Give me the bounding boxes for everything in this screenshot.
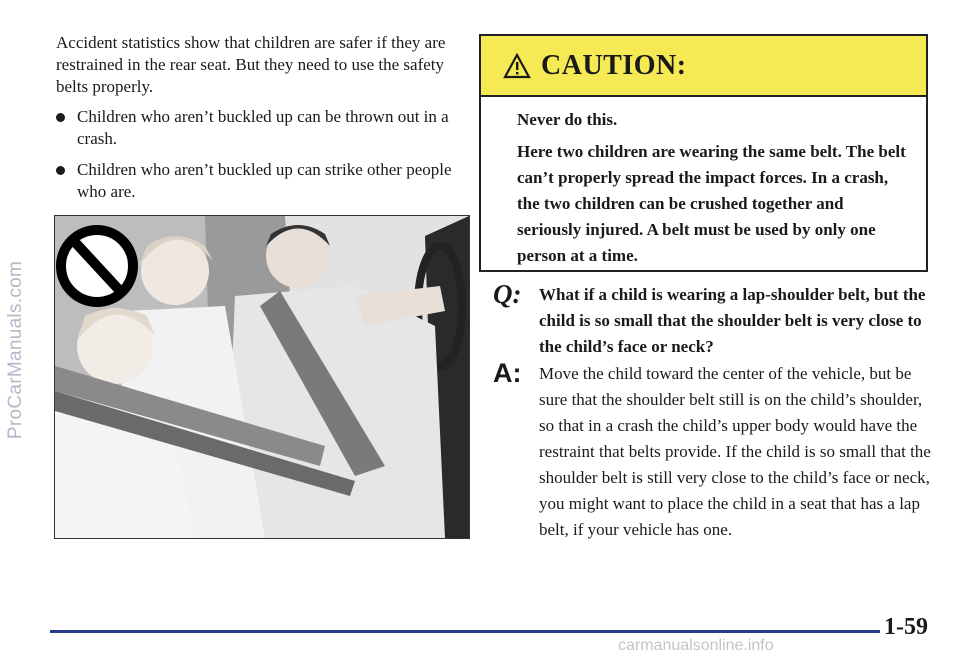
bullet-item	[56, 106, 466, 150]
caution-text: Here two children are wearing the same belt. The belt can’t properly spread the impact forces. In a crash, the two children can be crushed together and seriously injured. A belt must be used by only one person at a time.	[517, 142, 906, 265]
bullet-dot-icon	[56, 166, 65, 175]
answer-text: Move the child toward the center of the vehicle, but be sure that the shoulder belt still is on the child’s shoulder, so that in a crash the child’s upper body would have the restraint that belts provide. If the child is so small that the shoulder belt is still very close to the child’s face or neck, you might want to place the child in a seat that has a lap belt, if your vehicle has one.	[539, 364, 931, 539]
caution-title: CAUTION:	[541, 49, 687, 81]
bullet-text: Children who aren’t buckled up can strike other people who are.	[77, 160, 452, 201]
question-text: What if a child is wearing a lap-shoulder belt, but the child is so small that the shoulder belt is very close to the child’s face or neck?	[539, 285, 926, 356]
question-marker: Q:	[493, 279, 522, 309]
footer-rule	[50, 630, 880, 633]
footer-source-watermark: carmanualsonline.info	[618, 637, 774, 654]
side-watermark	[2, 200, 30, 500]
bullet-dot-icon	[56, 113, 65, 122]
page-number: 1-59	[884, 614, 928, 640]
left-column	[56, 32, 466, 212]
watermark-text: ProCarManuals.com	[5, 260, 26, 440]
illustration-two-children-one-belt	[54, 215, 470, 539]
bullet-list	[56, 106, 466, 203]
bullet-text: Children who aren’t buckled up can be thrown out in a crash.	[77, 107, 449, 148]
answer-block	[493, 358, 933, 543]
bullet-item	[56, 159, 466, 203]
warning-triangle-icon	[503, 53, 531, 79]
caution-header	[481, 36, 926, 97]
caution-lead: Never do this.	[517, 110, 618, 129]
caution-body	[481, 97, 926, 269]
illustration-drawing	[55, 216, 469, 538]
question-block	[493, 279, 933, 360]
intro-paragraph: Accident statistics show that children are safer if they are restrained in the rear seat. But they need to use the safety belts properly.	[56, 33, 446, 96]
answer-marker: A:	[493, 358, 522, 388]
caution-box	[479, 34, 928, 272]
